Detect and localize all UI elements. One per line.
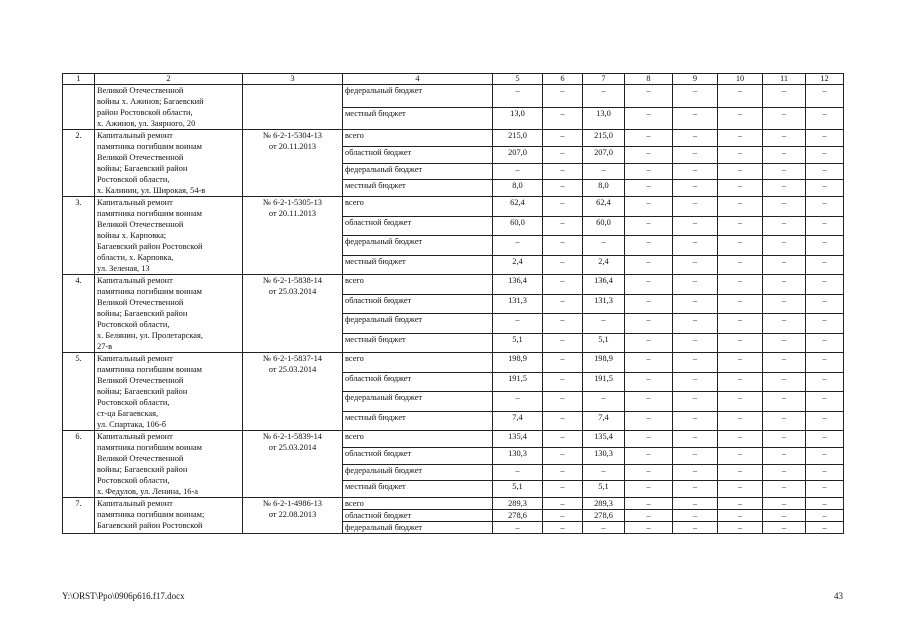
amount-cell: – xyxy=(806,411,844,431)
amount-cell: – xyxy=(625,163,673,180)
amount-cell: – xyxy=(543,431,583,448)
amount-cell: – xyxy=(543,510,583,522)
amount-cell: – xyxy=(673,498,718,510)
amount-cell: – xyxy=(673,372,718,392)
amount-cell: – xyxy=(806,522,844,534)
amount-cell: 7,4 xyxy=(493,411,543,431)
amount-cell: – xyxy=(718,522,763,534)
object-description: Капитальный ремонт памятника погибшим воинам Великой Отечественной войны х. Карповка; Багаевский район Ростовской области, х. Карповка, ул. Зеленая, 13 xyxy=(95,197,243,275)
amount-cell: 130,3 xyxy=(583,447,625,464)
funding-source: областной бюджет xyxy=(343,146,493,163)
column-number-cell: 12 xyxy=(806,74,844,85)
amount-cell: – xyxy=(718,216,763,236)
amount-cell: – xyxy=(718,392,763,412)
amount-cell: – xyxy=(625,333,673,353)
amount-cell: – xyxy=(673,216,718,236)
row-number: 7. xyxy=(63,498,95,534)
amount-cell: – xyxy=(718,498,763,510)
funding-source: федеральный бюджет xyxy=(343,236,493,256)
row-number: 4. xyxy=(63,275,95,353)
amount-cell: – xyxy=(806,464,844,481)
document-reference: № 6-2-1-5839-14 от 25.03.2014 xyxy=(243,431,343,498)
amount-cell: – xyxy=(583,314,625,334)
funding-source: федеральный бюджет xyxy=(343,464,493,481)
amount-cell: 60,0 xyxy=(583,216,625,236)
amount-cell: – xyxy=(625,314,673,334)
amount-cell: – xyxy=(583,85,625,108)
amount-cell: – xyxy=(673,431,718,448)
amount-cell: – xyxy=(493,392,543,412)
row-number: 5. xyxy=(63,353,95,431)
amount-cell: – xyxy=(543,353,583,373)
amount-cell: – xyxy=(806,85,844,108)
amount-cell: – xyxy=(543,146,583,163)
amount-cell: – xyxy=(543,163,583,180)
funding-source: областной бюджет xyxy=(343,372,493,392)
amount-cell: 215,0 xyxy=(583,130,625,147)
amount-cell: – xyxy=(673,333,718,353)
amount-cell: – xyxy=(763,411,806,431)
amount-cell: 198,9 xyxy=(583,353,625,373)
amount-cell: – xyxy=(806,431,844,448)
amount-cell: 207,0 xyxy=(493,146,543,163)
amount-cell: – xyxy=(718,464,763,481)
funding-source: областной бюджет xyxy=(343,294,493,314)
amount-cell: – xyxy=(806,333,844,353)
amount-cell: – xyxy=(493,236,543,256)
amount-cell: – xyxy=(806,236,844,256)
amount-cell: – xyxy=(673,85,718,108)
amount-cell: 191,5 xyxy=(493,372,543,392)
funding-source: местный бюджет xyxy=(343,411,493,431)
amount-cell: 2,4 xyxy=(493,255,543,275)
amount-cell: – xyxy=(806,294,844,314)
amount-cell: – xyxy=(543,85,583,108)
amount-cell: – xyxy=(493,314,543,334)
amount-cell: 8,0 xyxy=(583,180,625,197)
amount-cell: – xyxy=(763,275,806,295)
column-number-cell: 4 xyxy=(343,74,493,85)
amount-cell: 13,0 xyxy=(493,107,543,130)
amount-cell: 8,0 xyxy=(493,180,543,197)
column-number-cell: 2 xyxy=(95,74,243,85)
amount-cell: – xyxy=(625,411,673,431)
amount-cell: – xyxy=(718,481,763,498)
amount-cell: 5,1 xyxy=(493,333,543,353)
amount-cell: 136,4 xyxy=(583,275,625,295)
amount-cell: – xyxy=(543,294,583,314)
amount-cell: 135,4 xyxy=(493,431,543,448)
amount-cell: – xyxy=(625,372,673,392)
table-row xyxy=(63,353,844,373)
amount-cell: – xyxy=(673,314,718,334)
amount-cell: – xyxy=(583,522,625,534)
amount-cell: 62,4 xyxy=(583,197,625,217)
amount-cell: – xyxy=(583,236,625,256)
amount-cell: – xyxy=(806,130,844,147)
amount-cell: – xyxy=(806,498,844,510)
amount-cell: – xyxy=(763,85,806,108)
amount-cell: – xyxy=(763,333,806,353)
amount-cell: – xyxy=(718,314,763,334)
amount-cell: – xyxy=(543,464,583,481)
funding-source: всего xyxy=(343,431,493,448)
amount-cell: – xyxy=(718,163,763,180)
amount-cell: – xyxy=(673,146,718,163)
file-path: Y:\ORST\Ppo\0906p616.f17.docx xyxy=(62,591,185,601)
amount-cell: – xyxy=(806,372,844,392)
amount-cell: – xyxy=(763,464,806,481)
amount-cell: 289,3 xyxy=(493,498,543,510)
amount-cell: 2,4 xyxy=(583,255,625,275)
amount-cell: – xyxy=(763,294,806,314)
column-number-cell: 9 xyxy=(673,74,718,85)
amount-cell: – xyxy=(763,353,806,373)
funding-source: федеральный бюджет xyxy=(343,522,493,534)
amount-cell: – xyxy=(673,522,718,534)
amount-cell: – xyxy=(493,163,543,180)
amount-cell: 215,0 xyxy=(493,130,543,147)
amount-cell: – xyxy=(625,146,673,163)
amount-cell: – xyxy=(806,107,844,130)
amount-cell: 131,3 xyxy=(583,294,625,314)
amount-cell: – xyxy=(673,236,718,256)
amount-cell: 278,6 xyxy=(583,510,625,522)
column-number-row xyxy=(63,74,844,85)
funding-source: местный бюджет xyxy=(343,481,493,498)
amount-cell: 198,9 xyxy=(493,353,543,373)
amount-cell: – xyxy=(763,392,806,412)
amount-cell: – xyxy=(673,180,718,197)
funding-source: всего xyxy=(343,498,493,510)
amount-cell: – xyxy=(718,431,763,448)
funding-source: федеральный бюджет xyxy=(343,85,493,108)
amount-cell: – xyxy=(625,353,673,373)
page-number: 43 xyxy=(834,591,843,601)
amount-cell: – xyxy=(543,372,583,392)
table-row xyxy=(63,130,844,147)
amount-cell: 60,0 xyxy=(493,216,543,236)
amount-cell: 191,5 xyxy=(583,372,625,392)
amount-cell: – xyxy=(625,510,673,522)
amount-cell: – xyxy=(543,236,583,256)
amount-cell: – xyxy=(673,353,718,373)
document-reference: № 6-2-1-5837-14 от 25.03.2014 xyxy=(243,353,343,431)
funding-source: федеральный бюджет xyxy=(343,314,493,334)
amount-cell: – xyxy=(763,180,806,197)
funding-source: всего xyxy=(343,275,493,295)
column-number-cell: 5 xyxy=(493,74,543,85)
column-number-cell: 1 xyxy=(63,74,95,85)
amount-cell: – xyxy=(625,236,673,256)
funding-source: всего xyxy=(343,353,493,373)
amount-cell: – xyxy=(493,85,543,108)
amount-cell: – xyxy=(718,275,763,295)
amount-cell: – xyxy=(543,197,583,217)
amount-cell: – xyxy=(543,180,583,197)
column-number-cell: 3 xyxy=(243,74,343,85)
amount-cell: – xyxy=(806,216,844,236)
amount-cell: – xyxy=(625,107,673,130)
funding-source: всего xyxy=(343,130,493,147)
amount-cell: – xyxy=(625,431,673,448)
amount-cell: – xyxy=(763,447,806,464)
amount-cell: – xyxy=(806,197,844,217)
amount-cell: – xyxy=(625,294,673,314)
amount-cell: – xyxy=(543,130,583,147)
row-number: 3. xyxy=(63,197,95,275)
amount-cell: – xyxy=(543,333,583,353)
amount-cell: – xyxy=(493,522,543,534)
amount-cell: – xyxy=(806,392,844,412)
amount-cell: – xyxy=(763,314,806,334)
amount-cell: – xyxy=(625,255,673,275)
amount-cell: – xyxy=(806,353,844,373)
amount-cell: – xyxy=(673,197,718,217)
amount-cell: – xyxy=(543,255,583,275)
amount-cell: – xyxy=(806,275,844,295)
amount-cell: – xyxy=(718,146,763,163)
amount-cell: – xyxy=(806,180,844,197)
amount-cell: – xyxy=(806,447,844,464)
amount-cell: – xyxy=(718,255,763,275)
amount-cell: – xyxy=(625,85,673,108)
amount-cell: – xyxy=(763,498,806,510)
amount-cell: – xyxy=(673,107,718,130)
amount-cell: – xyxy=(718,510,763,522)
amount-cell: 207,0 xyxy=(583,146,625,163)
amount-cell: – xyxy=(718,333,763,353)
amount-cell: – xyxy=(543,522,583,534)
amount-cell: – xyxy=(543,447,583,464)
budget-table xyxy=(62,73,844,534)
funding-source: областной бюджет xyxy=(343,510,493,522)
amount-cell: – xyxy=(673,510,718,522)
amount-cell: – xyxy=(763,431,806,448)
funding-source: местный бюджет xyxy=(343,333,493,353)
object-description: Капитальный ремонт памятника погибшим воинам Великой Отечественной войны; Багаевский район Ростовской области, х. Белянин, ул. Пролетарская, 27-в xyxy=(95,275,243,353)
amount-cell: – xyxy=(543,107,583,130)
amount-cell: – xyxy=(673,275,718,295)
amount-cell: – xyxy=(763,481,806,498)
amount-cell: – xyxy=(625,216,673,236)
amount-cell: – xyxy=(763,146,806,163)
object-description: Капитальный ремонт памятника погибшим воинам Великой Отечественной войны; Багаевский район Ростовской области, х. Калинин, ул. Широкая, 54-в xyxy=(95,130,243,197)
amount-cell: 5,1 xyxy=(583,481,625,498)
table-row xyxy=(63,85,844,108)
amount-cell: – xyxy=(763,522,806,534)
amount-cell: – xyxy=(493,464,543,481)
amount-cell: – xyxy=(718,447,763,464)
amount-cell: – xyxy=(543,481,583,498)
row-number: 6. xyxy=(63,431,95,498)
column-number-cell: 10 xyxy=(718,74,763,85)
amount-cell: – xyxy=(625,464,673,481)
amount-cell: – xyxy=(625,392,673,412)
amount-cell: – xyxy=(806,510,844,522)
amount-cell: – xyxy=(718,197,763,217)
document-reference: № 6-2-1-5838-14 от 25.03.2014 xyxy=(243,275,343,353)
amount-cell: – xyxy=(763,216,806,236)
amount-cell: – xyxy=(718,294,763,314)
amount-cell: – xyxy=(763,255,806,275)
amount-cell: – xyxy=(625,180,673,197)
amount-cell: – xyxy=(763,197,806,217)
amount-cell: 62,4 xyxy=(493,197,543,217)
amount-cell: – xyxy=(583,464,625,481)
amount-cell: – xyxy=(625,522,673,534)
column-number-cell: 8 xyxy=(625,74,673,85)
amount-cell: – xyxy=(763,107,806,130)
amount-cell: 136,4 xyxy=(493,275,543,295)
row-number xyxy=(63,85,95,130)
column-number-cell: 7 xyxy=(583,74,625,85)
amount-cell: – xyxy=(718,107,763,130)
amount-cell: – xyxy=(763,510,806,522)
amount-cell: – xyxy=(673,392,718,412)
amount-cell: – xyxy=(673,464,718,481)
amount-cell: – xyxy=(806,314,844,334)
amount-cell: – xyxy=(718,236,763,256)
amount-cell: – xyxy=(673,411,718,431)
amount-cell: – xyxy=(673,255,718,275)
object-description: Капитальный ремонт памятника погибшим воинам; Багаевский район Ростовской xyxy=(95,498,243,534)
amount-cell: – xyxy=(763,372,806,392)
document-reference xyxy=(243,85,343,130)
object-description: Капитальный ремонт памятника погибшим воинам Великой Отечественной войны; Багаевский район Ростовской области, ст-ца Багаевская, ул. Спартака, 106-б xyxy=(95,353,243,431)
amount-cell: 13,0 xyxy=(583,107,625,130)
amount-cell: – xyxy=(543,314,583,334)
amount-cell: – xyxy=(625,197,673,217)
funding-source: всего xyxy=(343,197,493,217)
funding-source: местный бюджет xyxy=(343,107,493,130)
amount-cell: – xyxy=(673,481,718,498)
amount-cell: – xyxy=(625,498,673,510)
amount-cell: – xyxy=(718,85,763,108)
amount-cell: – xyxy=(806,146,844,163)
funding-source: местный бюджет xyxy=(343,180,493,197)
amount-cell: – xyxy=(543,392,583,412)
funding-source: областной бюджет xyxy=(343,216,493,236)
amount-cell: – xyxy=(673,447,718,464)
amount-cell: – xyxy=(718,353,763,373)
amount-cell: 130,3 xyxy=(493,447,543,464)
funding-source: федеральный бюджет xyxy=(343,163,493,180)
amount-cell: – xyxy=(718,372,763,392)
table-row xyxy=(63,197,844,217)
amount-cell: – xyxy=(543,275,583,295)
amount-cell: – xyxy=(763,236,806,256)
amount-cell: – xyxy=(625,130,673,147)
funding-source: местный бюджет xyxy=(343,255,493,275)
column-number-cell: 6 xyxy=(543,74,583,85)
amount-cell: – xyxy=(806,481,844,498)
amount-cell: – xyxy=(718,130,763,147)
amount-cell: – xyxy=(673,130,718,147)
amount-cell: – xyxy=(583,392,625,412)
amount-cell: – xyxy=(543,411,583,431)
object-description: Капитальный ремонт памятника погибшим воинам Великой Отечественной войны; Багаевский район Ростовской области, х. Федулов, ул. Ленина, 16-а xyxy=(95,431,243,498)
table-row xyxy=(63,275,844,295)
document-reference: № 6-2-1-5305-13 от 20.11.2013 xyxy=(243,197,343,275)
funding-source: федеральный бюджет xyxy=(343,392,493,412)
table-row xyxy=(63,498,844,510)
amount-cell: – xyxy=(543,216,583,236)
amount-cell: – xyxy=(583,163,625,180)
object-description: Великой Отечественной войны х. Ажинов; Багаевский район Ростовской области, х. Ажинов, ул. Заярного, 20 xyxy=(95,85,243,130)
document-reference: № 6-2-1-4986-13 от 22.08.2013 xyxy=(243,498,343,534)
amount-cell: 289,3 xyxy=(583,498,625,510)
amount-cell: 5,1 xyxy=(583,333,625,353)
amount-cell: – xyxy=(625,481,673,498)
amount-cell: 278,6 xyxy=(493,510,543,522)
amount-cell: 7,4 xyxy=(583,411,625,431)
amount-cell: – xyxy=(763,130,806,147)
amount-cell: – xyxy=(625,275,673,295)
amount-cell: – xyxy=(763,163,806,180)
table-row xyxy=(63,431,844,448)
amount-cell: 131,3 xyxy=(493,294,543,314)
amount-cell: 5,1 xyxy=(493,481,543,498)
amount-cell: – xyxy=(673,294,718,314)
amount-cell: – xyxy=(543,498,583,510)
funding-source: областной бюджет xyxy=(343,447,493,464)
document-reference: № 6-2-1-5304-13 от 20.11.2013 xyxy=(243,130,343,197)
amount-cell: – xyxy=(673,163,718,180)
amount-cell: – xyxy=(806,255,844,275)
amount-cell: – xyxy=(718,411,763,431)
amount-cell: – xyxy=(806,163,844,180)
column-number-cell: 11 xyxy=(763,74,806,85)
row-number: 2. xyxy=(63,130,95,197)
amount-cell: – xyxy=(625,447,673,464)
amount-cell: – xyxy=(718,180,763,197)
amount-cell: 135,4 xyxy=(583,431,625,448)
